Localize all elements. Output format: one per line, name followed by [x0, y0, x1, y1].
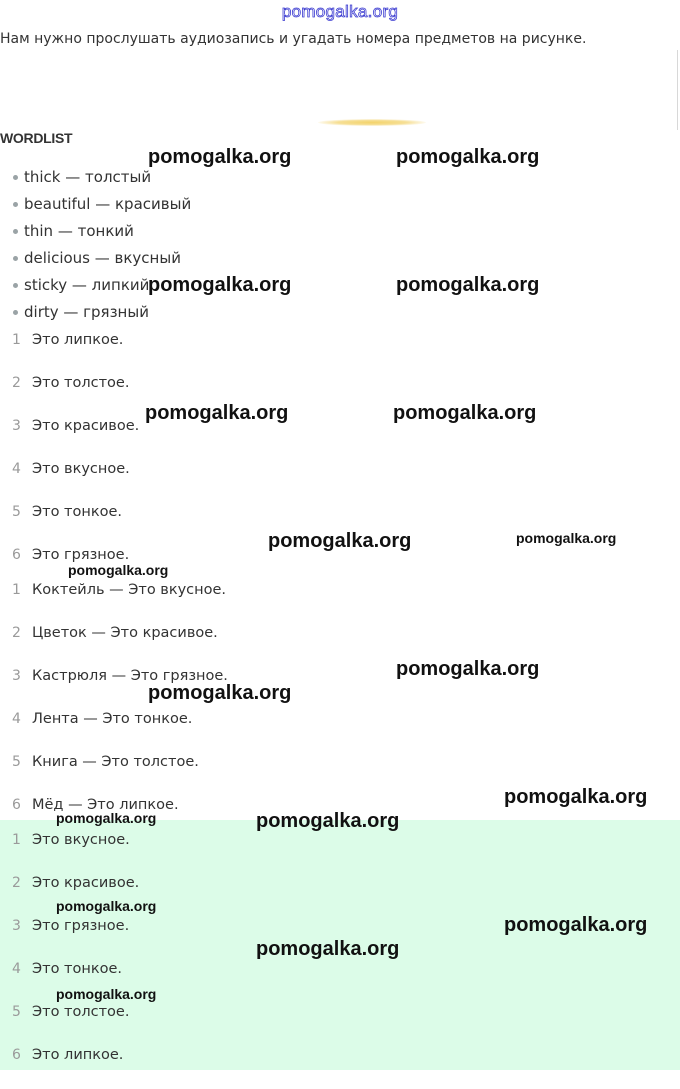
item-number: 4 — [12, 961, 21, 977]
item-number: 5 — [12, 754, 21, 770]
item-text: Это вкусное. — [32, 832, 130, 848]
watermark: pomogalka.org — [256, 810, 400, 832]
wordlist-item: beautiful — красивый — [0, 193, 191, 220]
watermark: pomogalka.org — [396, 274, 540, 296]
watermark: pomogalka.org — [393, 402, 537, 424]
item-text: Это липкое. — [32, 332, 124, 348]
item-number: 5 — [12, 504, 21, 520]
watermark: pomogalka.org — [56, 810, 157, 826]
item-number: 5 — [12, 1004, 21, 1020]
wordlist-item: sticky — липкий — [0, 274, 191, 301]
item-text: Это липкое. — [32, 1047, 124, 1063]
watermark: pomogalka.org — [56, 986, 157, 1002]
item-text: Это толстое. — [32, 375, 130, 391]
item-text: Это толстое. — [32, 1004, 130, 1020]
item-text: Это красивое. — [32, 418, 140, 434]
watermark: pomogalka.org — [256, 938, 400, 960]
watermark: pomogalka.org — [396, 146, 540, 168]
item-number: 3 — [12, 918, 21, 934]
item-number: 2 — [12, 875, 21, 891]
wordlist-item: thick — толстый — [0, 166, 191, 193]
item-text: Это грязное. — [32, 918, 130, 934]
item-number: 2 — [12, 625, 21, 641]
item-text: Коктейль — Это вкусное. — [32, 582, 227, 598]
item-text: Это тонкое. — [32, 504, 123, 520]
item-text: Книга — Это толстое. — [32, 754, 199, 770]
item-number: 4 — [12, 461, 21, 477]
item-text: Лента — Это тонкое. — [32, 711, 193, 727]
watermark: pomogalka.org — [268, 530, 412, 552]
watermark: pomogalka.org — [68, 562, 169, 578]
site-logo[interactable]: pomogalka.org — [281, 2, 399, 21]
wordlist-item: delicious — вкусный — [0, 247, 191, 274]
watermark: pomogalka.org — [516, 530, 617, 546]
item-number: 1 — [12, 332, 21, 348]
item-number: 1 — [12, 832, 21, 848]
watermark: pomogalka.org — [504, 914, 648, 936]
item-number: 1 — [12, 582, 21, 598]
item-number: 3 — [12, 668, 21, 684]
watermark: pomogalka.org — [148, 682, 292, 704]
item-text: Цветок — Это красивое. — [32, 625, 218, 641]
item-text: Это грязное. — [32, 547, 130, 563]
item-number: 6 — [12, 1047, 21, 1063]
item-text: Это вкусное. — [32, 461, 130, 477]
watermark: pomogalka.org — [56, 898, 157, 914]
wordlist-item: dirty — грязный — [0, 301, 191, 328]
watermark: pomogalka.org — [504, 786, 648, 808]
watermark: pomogalka.org — [396, 658, 540, 680]
item-number: 3 — [12, 418, 21, 434]
task-description: Нам нужно прослушать аудиозапись и угадать номера предметов на рисунке. — [0, 31, 587, 47]
item-number: 6 — [12, 547, 21, 563]
item-text: Это красивое. — [32, 875, 140, 891]
item-number: 6 — [12, 797, 21, 813]
item-number: 2 — [12, 375, 21, 391]
wordlist-item: thin — тонкий — [0, 220, 191, 247]
item-text: Это тонкое. — [32, 961, 123, 977]
item-text: Кастрюля — Это грязное. — [32, 668, 228, 684]
watermark: pomogalka.org — [148, 146, 292, 168]
wordlist — [0, 166, 191, 328]
decorative-highlight — [318, 119, 426, 126]
wordlist-heading: WORDLIST — [0, 130, 73, 146]
watermark: pomogalka.org — [148, 274, 292, 296]
divider-line — [677, 50, 678, 130]
item-number: 4 — [12, 711, 21, 727]
watermark: pomogalka.org — [145, 402, 289, 424]
item-text: Мёд — Это липкое. — [32, 797, 179, 813]
